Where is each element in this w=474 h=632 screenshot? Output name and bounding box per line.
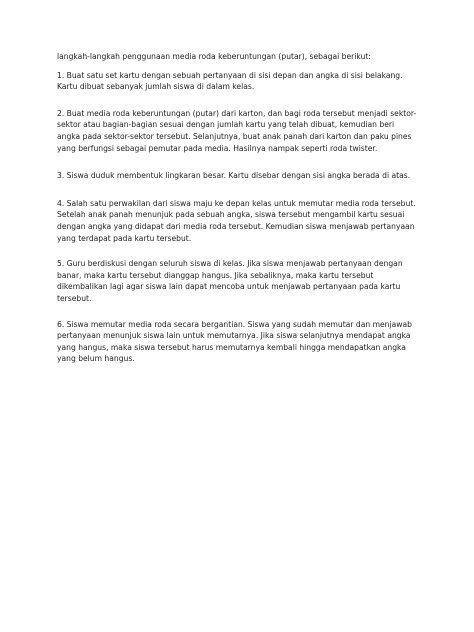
step-2-paragraph: 2. Buat media roda keberuntungan (putar) dari karton, dan bagi roda tersebut menjadi sektor-sektor atau bagian-bagian sesuai dengan jumlah kartu yang telah dibuat, kemudian beri angka pada sektor-sektor tersebut. Selanjutnya, buat anak panah dari karton dan paku pines yang berfungsi sebagai pemutar pada media. Hasilnya nampak seperti roda twister. bbox=[57, 108, 417, 153]
step-1-paragraph: 1. Buat satu set kartu dengan sebuah pertanyaan di sisi depan dan angka di sisi belakang. Kartu dibuat sebanyak jumlah siswa di dalam kelas. bbox=[57, 70, 403, 92]
step-6-paragraph: 6. Siswa memutar media roda secara bergantian. Siswa yang sudah memutar dan menjawab pertanyaan menunjuk siswa lain untuk memutarnya. Jika siswa selanjutnya mendapat angka yang hangus, maka siswa tersebut harus memutarnya kembali hingga mendapatkan angka yang belum hangus. bbox=[57, 319, 412, 364]
step-4-paragraph: 4. Salah satu perwakilan dari siswa maju ke depan kelas untuk memutar media roda tersebut. Setelah anak panah menunjuk pada sebuah angka, siswa tersebut mengambil kartu sesuai dengan angka yang didapat dari media roda tersebut. Kemudian siswa menjawab pertanyaan yang terdapat pada kartu tersebut. bbox=[57, 198, 416, 243]
step-5-paragraph: 5. Guru berdiskusi dengan seluruh siswa di kelas. Jika siswa menjawab pertanyaan dengan banar, maka kartu tersebut dianggap hangus. Jika sebaliknya, maka kartu tersebut dikembalikan lagi agar siswa lain dapat mencoba untuk menjawab pertanyaan pada kartu tersebut. bbox=[57, 259, 403, 303]
intro-paragraph: langkah-langkah penggunaan media roda keberuntungan (putar), sebagai berikut: bbox=[57, 52, 371, 61]
document-body bbox=[57, 51, 417, 365]
step-3-paragraph: 3. Siswa duduk membentuk lingkaran besar. Kartu disebar dengan sisi angka berada di atas. bbox=[57, 171, 411, 181]
